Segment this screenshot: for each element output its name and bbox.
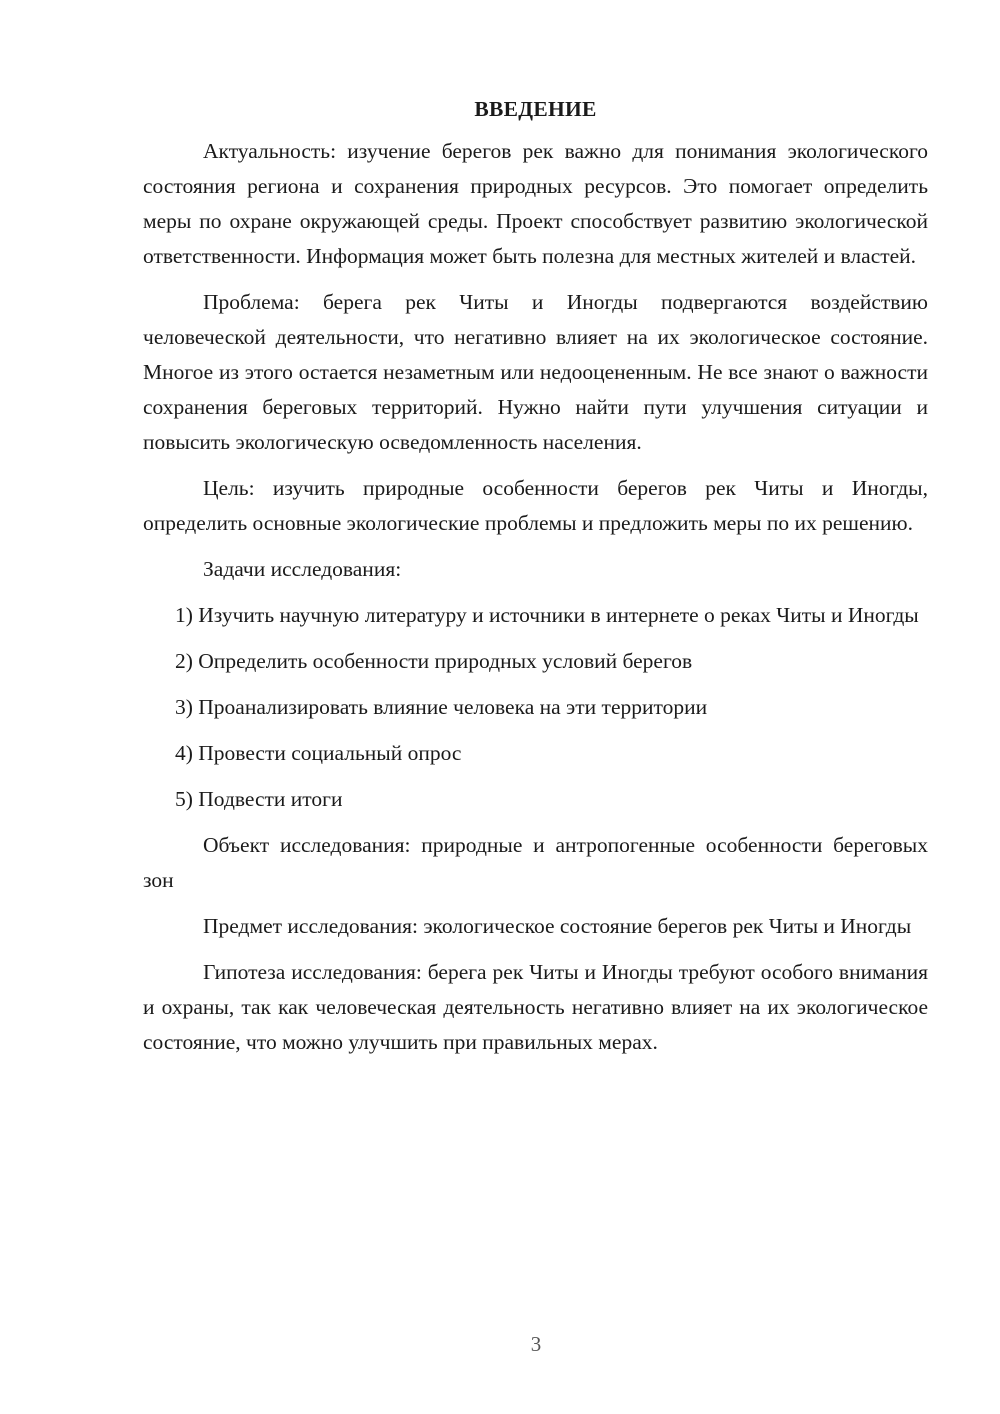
goal-paragraph: Цель: изучить природные особенности берегов рек Читы и Иногды, определить основные экологические проблемы и предложить меры по их решению. xyxy=(143,476,928,535)
task-item: 1) Изучить научную литературу и источники в интернете о реках Читы и Иногды xyxy=(175,603,919,627)
tasks-list xyxy=(143,598,928,817)
hypothesis-paragraph: Гипотеза исследования: берега рек Читы и Иногды требуют особого внимания и охраны, так как человеческая деятельность негативно влияет на их экологическое состояние, что можно улучшить при правильных мерах. xyxy=(143,960,928,1054)
relevance-paragraph: Актуальность: изучение берегов рек важно для понимания экологического состояния региона и сохранения природных ресурсов. Это помогает определить меры по охране окружающей среды. Проект способствует развитию экологической ответственности. Информация может быть полезна для местных жителей и властей. xyxy=(143,139,928,268)
object-paragraph: Объект исследования: природные и антропогенные особенности береговых зон xyxy=(143,833,928,892)
problem-paragraph: Проблема: берега рек Читы и Иногды подвергаются воздействию человеческой деятельности, что негативно влияет на их экологическое состояние. Многое из этого остается незаметным или недооцененным. Не все знают о важности сохранения береговых территорий. Нужно найти пути улучшения ситуации и повысить экологическую осведомленность населения. xyxy=(143,290,928,454)
task-item: 5) Подвести итоги xyxy=(175,787,343,811)
section-title: ВВЕДЕНИЕ xyxy=(474,97,597,121)
task-item: 2) Определить особенности природных условий берегов xyxy=(175,649,693,673)
subject-paragraph: Предмет исследования: экологическое состояние берегов рек Читы и Иногды xyxy=(203,914,912,938)
page-number: 3 xyxy=(530,1332,542,1356)
tasks-label: Задачи исследования: xyxy=(203,557,402,581)
document-page xyxy=(143,92,928,1071)
task-item: 3) Проанализировать влияние человека на эти территории xyxy=(175,695,708,719)
task-item: 4) Провести социальный опрос xyxy=(175,741,462,765)
